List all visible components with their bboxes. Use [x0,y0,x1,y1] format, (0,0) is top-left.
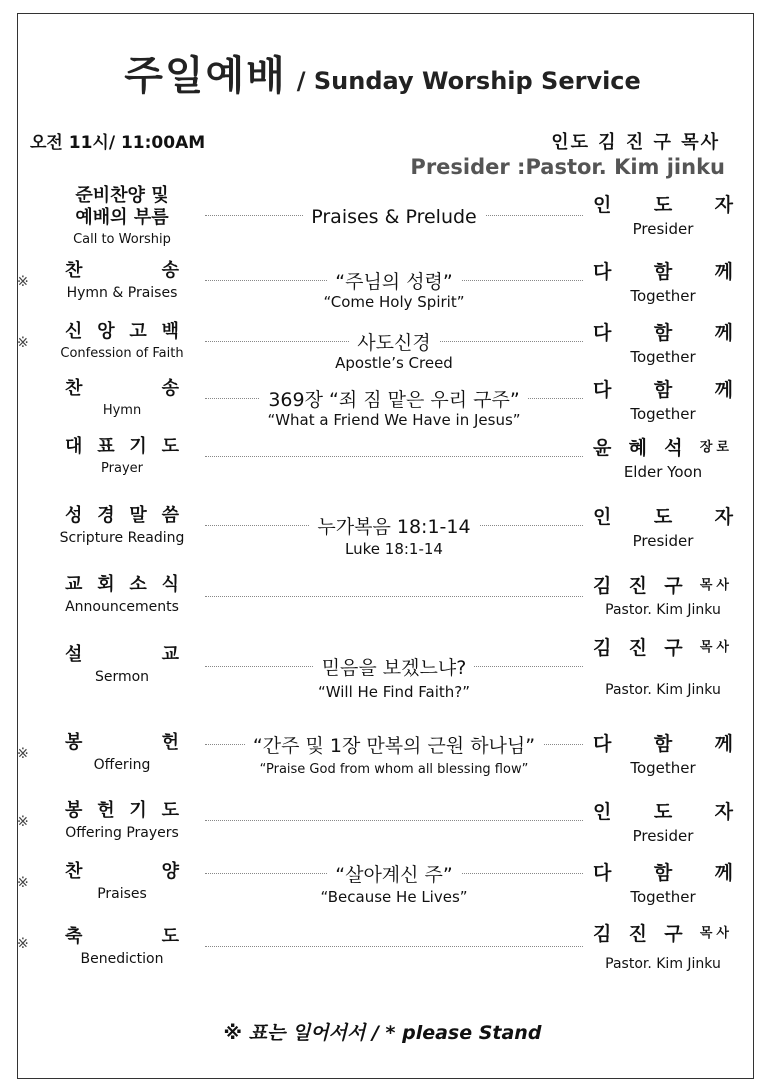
item-title-korean: 찬 양 [65,861,179,882]
item-content-secondary: “Praise God from whom all blessing flow” [252,762,537,777]
item-leader-english: Together [630,348,696,366]
standing-note: ※ 표는 일어서서 / * please Stand [223,1022,542,1044]
item-content [205,936,583,956]
item-content-primary: 369장 “죄 짐 맡은 우리 구주” [260,389,527,411]
item-content [205,446,583,466]
item-content-secondary: Luke 18:1-14 [337,540,451,558]
standing-mark-icon: ※ [17,936,29,952]
leader-title-suffix: 목사 [699,578,733,593]
item-content [205,734,583,777]
item-title-english: Announcements [65,599,179,615]
item-leader [593,505,733,551]
item-title-korean: 찬 송 [65,260,179,281]
item-title-english: Hymn [102,403,142,418]
leader-title-suffix: 목사 [699,640,733,655]
item-leader-english: Together [630,287,696,305]
item-content [205,656,583,701]
item-leader-english: Presider [632,532,694,550]
item-content-secondary: “What a Friend We Have in Jesus” [259,411,528,429]
item-title-english: Prayer [101,461,143,476]
item-title [55,321,189,363]
item-leader-english: Pastor. Kim Jinku [605,682,721,698]
item-title-korean: 성 경 말 씀 [65,505,179,526]
item-leader-english: Together [630,888,696,906]
item-content-primary: “간주 및 1장 만복의 근원 하나님” [245,735,543,757]
item-title-korean: 찬 송 [65,378,179,399]
item-content [205,205,583,228]
item-leader-english: Together [630,405,696,423]
item-title [55,378,189,420]
item-content [205,515,583,558]
item-leader [593,193,733,239]
standing-mark-icon: ※ [17,274,29,290]
item-leader [593,800,733,846]
item-leader-english: Elder Yoon [623,463,703,481]
item-leader-english: Pastor. Kim Jinku [605,956,721,972]
item-leader-english: Presider [632,220,694,238]
item-leader [593,436,733,482]
item-leader-english: Pastor. Kim Jinku [605,602,721,618]
standing-mark-icon: ※ [17,814,29,830]
standing-mark-icon: ※ [17,875,29,891]
item-title-english: Sermon [94,669,150,685]
item-leader [593,861,733,907]
item-title-korean: 교 회 소 식 [65,574,179,595]
item-title-english: Benediction [80,951,164,967]
item-title-english: Praises [97,886,147,902]
leader-dots [205,596,583,597]
item-leader-korean: 김 진 구 목사 [593,923,733,945]
item-title-korean: 봉 헌 기 도 [65,800,179,821]
item-title-english: Hymn & Praises [66,285,178,301]
item-title-korean: 대 표 기 도 [65,436,179,457]
item-title-korean-line2: 예배의 부름 [75,207,169,228]
item-content-secondary: “Come Holy Spirit” [316,293,473,311]
item-leader-korean: 김 진 구 목사 [593,637,733,659]
leader-dots [205,820,583,821]
page-title [0,44,765,101]
item-leader-korean: 윤 혜 석 장로 [593,437,733,459]
item-title [55,436,189,478]
item-title [55,574,189,616]
item-content-secondary: Apostle’s Creed [327,354,461,372]
item-content [205,586,583,606]
leader-dots [205,946,583,947]
item-leader [593,922,733,974]
item-content-primary: “살아계신 주” [327,864,461,886]
item-leader [593,378,733,424]
item-leader [593,732,733,778]
service-time: 오전 11시/ 11:00AM [30,133,206,153]
item-content-secondary: “Will He Find Faith?” [310,683,478,701]
item-content [205,810,583,830]
item-title-english: Offering [93,757,151,773]
title-english: / Sunday Worship Service [296,67,641,95]
item-leader-english: Together [630,759,696,777]
item-leader-korean: 인 도 자 [593,801,733,823]
item-content-primary: 누가복음 18:1-14 [309,516,478,538]
presider-english: Presider :Pastor. Kim jinku [410,155,725,179]
leader-title-suffix: 장로 [699,440,733,455]
item-title-english: Scripture Reading [59,530,185,546]
item-title-korean: 축 도 [65,926,179,947]
item-leader-korean: 다 함 께 [593,733,733,755]
item-title-korean: 설 교 [65,644,179,665]
item-leader-korean: 다 함 께 [593,261,733,283]
item-content [205,863,583,906]
title-korean: 주일예배 [124,53,287,99]
item-title [55,644,189,686]
item-content-primary: Praises & Prelude [303,206,485,228]
item-title [55,800,189,842]
item-title-english: Confession of Faith [60,346,184,361]
item-title-korean-line1: 준비찬양 및 [75,185,169,206]
item-content-primary: 믿음을 보겠느냐? [314,657,475,679]
item-title [55,185,189,249]
item-content [205,270,583,311]
item-leader [593,636,733,700]
item-title-korean: 신 앙 고 백 [65,321,179,342]
item-leader-korean: 인 도 자 [593,506,733,528]
item-title [55,926,189,968]
item-title-english: Call to Worship [73,232,171,247]
item-leader [593,574,733,620]
item-leader-korean: 김 진 구 목사 [593,575,733,597]
item-leader [593,260,733,306]
item-title-english: Offering Prayers [65,825,179,841]
leader-dots [205,456,583,457]
item-content-primary: 사도신경 [349,332,438,354]
item-content-secondary: “Because He Lives” [312,888,475,906]
item-content-primary: “주님의 성령” [327,271,461,293]
item-leader-korean: 다 함 께 [593,862,733,884]
item-leader-korean: 다 함 께 [593,322,733,344]
presider-korean: 인도 김 진 구 목사 [551,132,720,153]
item-leader-korean: 다 함 께 [593,379,733,401]
item-title-korean: 봉 헌 [65,732,179,753]
item-leader [593,321,733,367]
item-leader-korean: 인 도 자 [593,194,733,216]
item-content [205,388,583,429]
standing-mark-icon: ※ [17,746,29,762]
item-title [55,505,189,547]
item-title [55,861,189,903]
leader-title-suffix: 목사 [699,926,733,941]
standing-mark-icon: ※ [17,335,29,351]
item-leader-english: Presider [632,827,694,845]
item-title [55,732,189,774]
item-content [205,331,583,372]
item-title [55,260,189,302]
